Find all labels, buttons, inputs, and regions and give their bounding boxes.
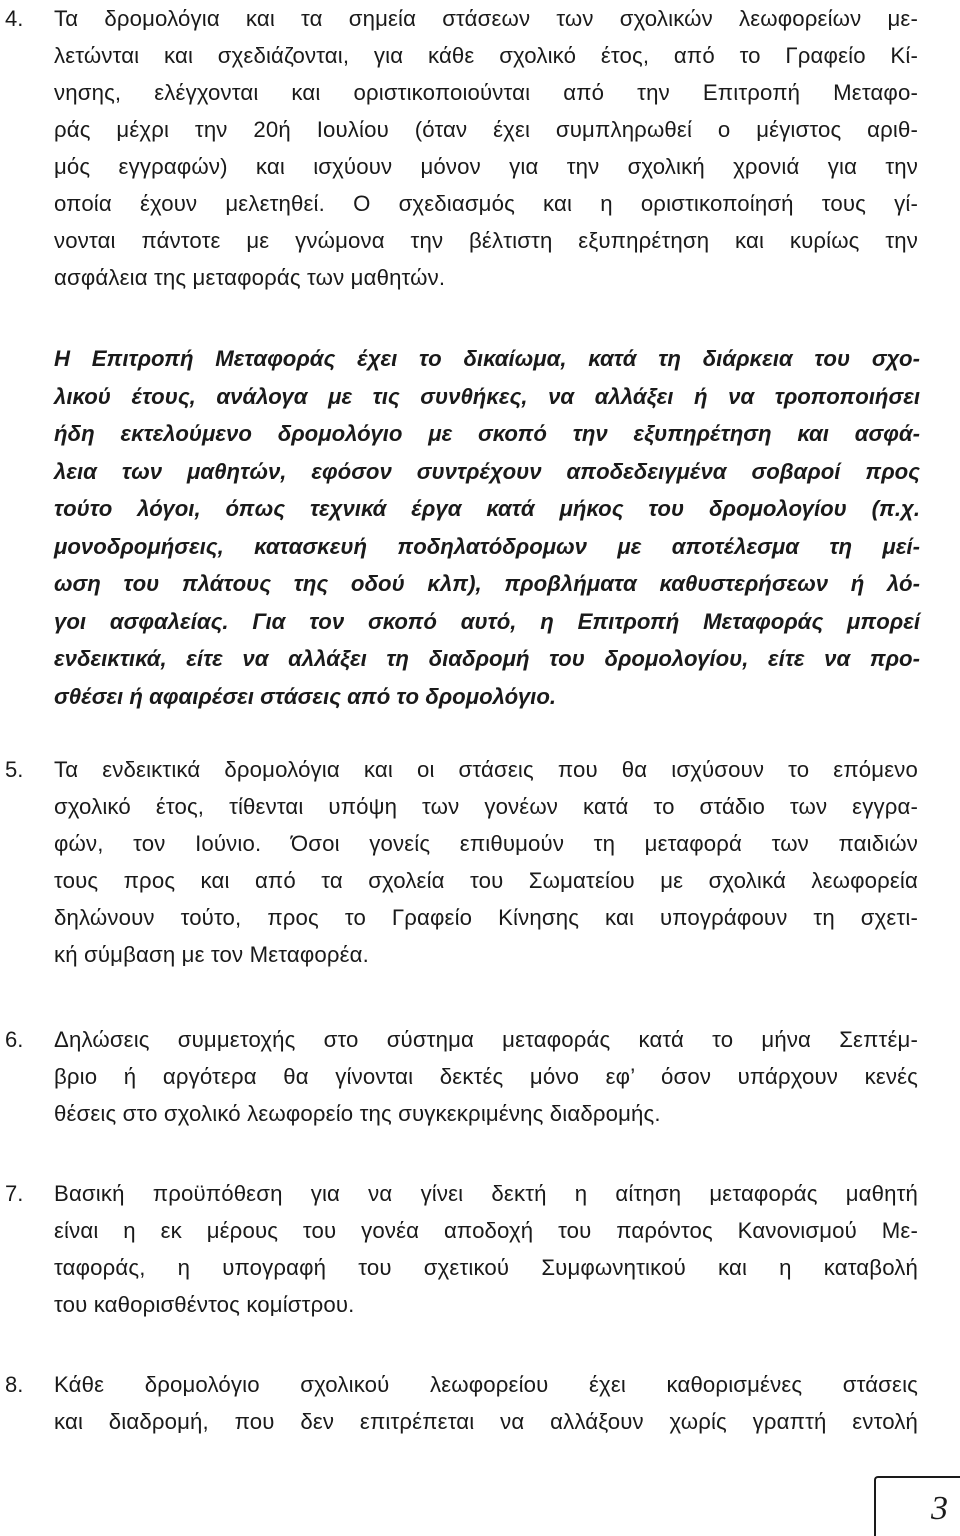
list-item-6	[0, 1021, 960, 1132]
text-line: νονται πάντοτε με γνώμονα την βέλτιστη εξυπηρέτηση και κυρίως την	[54, 228, 918, 253]
item-number: 6.	[5, 1027, 24, 1052]
item-number: 7.	[5, 1181, 24, 1206]
emphasis-line: ήδη εκτελούμενο δρομολόγιο με σκοπό την εξυπηρέτηση και ασφά-	[54, 421, 920, 446]
item-paragraph	[54, 0, 918, 296]
text-line: σχολικό έτος, τίθενται υπόψη των γονέων κατά το στάδιο των εγγρα-	[54, 794, 918, 819]
emphasis-line: ενδεικτικά, είτε να αλλάξει τη διαδρομή του δρομολογίου, είτε να προ-	[54, 646, 920, 671]
text-line: Βασική προϋπόθεση για να γίνει δεκτή η αίτηση μεταφοράς μαθητή	[54, 1181, 918, 1206]
item-number: 8.	[5, 1372, 24, 1397]
text-line: Τα δρομολόγια και τα σημεία στάσεων των σχολικών λεωφορείων με-	[54, 6, 918, 31]
item-paragraph	[54, 1366, 918, 1440]
text-line: του καθορισθέντος κομίστρου.	[54, 1292, 355, 1317]
text-line: οποία έχουν μελετηθεί. Ο σχεδιασμός και η οριστικοποίησή τους γί-	[54, 191, 918, 216]
item-paragraph	[54, 1175, 918, 1323]
text-line: τους προς και από τα σχολεία του Σωματείου με σχολικά λεωφορεία	[54, 868, 918, 893]
text-line: μός εγγραφών) και ισχύουν μόνον για την σχολική χρονιά για την	[54, 154, 918, 179]
text-line: ασφάλεια της μεταφοράς των μαθητών.	[54, 265, 446, 290]
text-line: Δηλώσεις συμμετοχής στο σύστημα μεταφοράς κατά το μήνα Σεπτέμ-	[54, 1027, 918, 1052]
text-line: βριο ή αργότερα θα γίνονται δεκτές μόνο εφ’ όσον υπάρχουν κενές	[54, 1064, 918, 1089]
text-line: κή σύμβαση με τον Μεταφορέα.	[54, 942, 369, 967]
text-line: Τα ενδεικτικά δρομολόγια και οι στάσεις που θα ισχύσουν το επόμενο	[54, 757, 918, 782]
emphasis-line: ωση του πλάτους της οδού κλπ), προβλήματα καθυστερήσεων ή λό-	[54, 571, 920, 596]
list-item-5	[0, 751, 960, 973]
item-paragraph	[54, 1021, 918, 1132]
list-item-4	[0, 0, 960, 296]
item-number: 5.	[5, 757, 24, 782]
item-paragraph	[54, 751, 918, 973]
text-line: δηλώνουν τούτο, προς το Γραφείο Κίνησης και υπογράφουν τη σχετι-	[54, 905, 918, 930]
emphasis-line: λικού έτους, ανάλογα με τις συνθήκες, να αλλάξει ή να τροποποιήσει	[54, 383, 920, 409]
text-line: θέσεις στο σχολικό λεωφορείο της συγκεκριμένης διαδρομής.	[54, 1101, 661, 1126]
text-line: ταφοράς, η υπογραφή του σχετικού Συμφωνητικού και η καταβολή	[54, 1255, 918, 1280]
text-line: Κάθε δρομολόγιο σχολικού λεωφορείου έχει καθορισμένες στάσεις	[54, 1372, 918, 1397]
list-item-7	[0, 1175, 960, 1323]
emphasis-line: σθέσει ή αφαιρέσει στάσεις από το δρομολόγιο.	[54, 683, 557, 709]
emphasis-line: Η Επιτροπή Μεταφοράς έχει το δικαίωμα, κατά τη διάρκεια του σχο-	[54, 346, 920, 371]
emphasis-line: γοι ασφαλείας. Για τον σκοπό αυτό, η Επιτροπή Μεταφοράς μπορεί	[54, 608, 920, 634]
emphasis-line: τούτο λόγοι, όπως τεχνικά έργα κατά μήκος του δρομολογίου (π.χ.	[54, 496, 920, 521]
text-line: νησης, ελέγχονται και οριστικοποιούνται από την Επιτροπή Μεταφο-	[54, 80, 918, 105]
text-line: και διαδρομή, που δεν επιτρέπεται να αλλάξουν χωρίς γραπτή εντολή	[54, 1409, 918, 1434]
text-line: ράς μέχρι την 20ή Ιουλίου (όταν έχει συμπληρωθεί ο μέγιστος αριθ-	[54, 117, 918, 142]
emphasis-paragraph	[54, 340, 920, 715]
emphasis-line: μονοδρομήσεις, κατασκευή ποδηλατόδρομων με αποτέλεσμα τη μεί-	[54, 533, 920, 559]
text-line: λετώνται και σχεδιάζονται, για κάθε σχολικό έτος, από το Γραφείο Κί-	[54, 43, 918, 68]
item-number: 4.	[5, 6, 24, 31]
page-number: 3	[931, 1490, 948, 1527]
emphasis-line: λεια των μαθητών, εφόσον συντρέχουν αποδεδειγμένα σοβαροί προς	[54, 458, 920, 484]
list-item-8	[0, 1366, 960, 1440]
text-line: φών, τον Ιούνιο. Όσοι γονείς επιθυμούν τη μεταφορά των παιδιών	[54, 831, 918, 856]
text-line: είναι η εκ μέρους του γονέα αποδοχή του παρόντος Κανονισμού Με-	[54, 1218, 918, 1243]
